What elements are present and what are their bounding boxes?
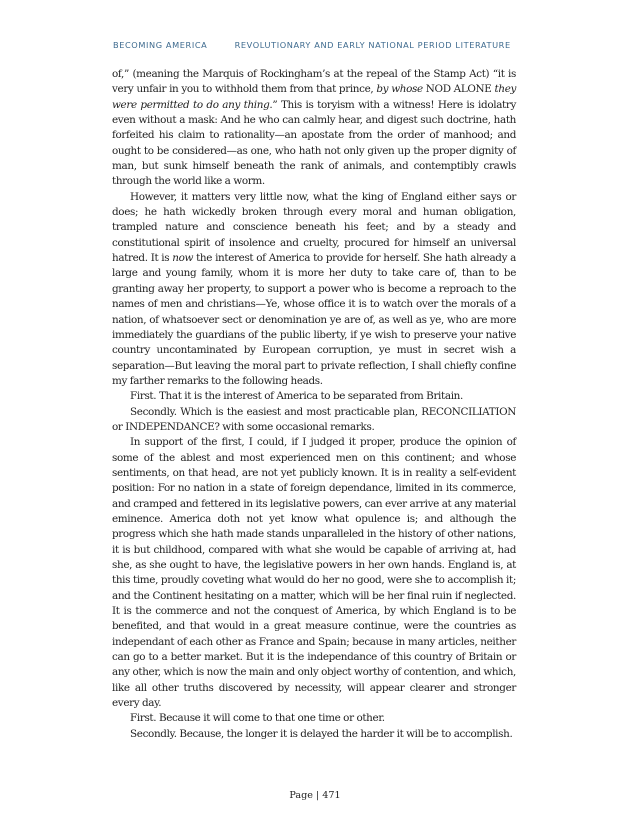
paragraph: In support of the first, I could, if I judged it proper, produce the opinion of some of the ablest and most experienced men on this continent; and whose sentiments, on that head, are not yet publicly known. It is in reality a self-evident position: For no nation in a state of foreign dependance, limited in its commerce, and cramped and fettered in its legislative powers, can ever arrive at any material eminence. America doth not yet know what opulence is; and although the progress which she hath made stands unparalleled in the history of other nations, it is but childhood, compared with what she would be capable of arriving at, had she, as she ought to have, the legislative powers in her own hands. England is, at this time, proudly coveting what would do her no good, were she to accomplish it; and the Continent hesitating on a matter, which will be her final ruin if neglected. It is the commerce and not the conquest of America, by which England is to be benefited, and that would in a great measure continue, were the countries as independant of each other as France and Spain; because in many articles, neither can go to a better market. But it is the independance of this country of Britain or any other, which is now the main and only object worthy of contention, and which, like all other truths discovered by necessity, will appear clearer and stronger every day. (112, 436, 516, 710)
paragraph: Secondly. Which is the easiest and most practicable plan, RECONCILIATION or INDEPENDANCE? with some occasional remarks. (112, 405, 516, 433)
paragraph: of,” (meaning the Marquis of Rockingham’s at the repeal of the Stamp Act) “it is very unfair in you to withhold them from that prince, by whose NOD ALONE they were permitted to do any thing.” This is toryism with a witness! Here is idolatry even without a mask: And he who can calmly hear, and digest such doctrine, hath forfeited his claim to rationality—an apostate from the order of manhood; and ought to be considered—as one, who hath not only given up the proper dignity of man, but sunk himself beneath the rank of animals, and contemptibly crawls through the world like a worm. (112, 68, 517, 188)
page-number: Page | 471 (289, 790, 341, 801)
header-book-title: BECOMING AMERICA (113, 40, 208, 50)
header-section-title: REVOLUTIONARY AND EARLY NATIONAL PERIOD LITERATURE (234, 40, 511, 50)
body-text (112, 67, 516, 742)
paragraph: Secondly. Because, the longer it is delayed the harder it will be to accomplish. (130, 727, 513, 740)
paragraph: However, it matters very little now, what the king of England either says or does; he hath wickedly broken through every moral and human obligation, trampled nature and conscience beneath his feet; and by a steady and constitutional spirit of insolence and cruelty, procured for himself an universal hatred. It is now the interest of America to provide for herself. She hath already a large and young family, whom it is more her duty to take care of, than to be granting away her property, to support a power who is become a reproach to the names of men and christians—Ye, whose office it is to watch over the morals of a nation, of whatsoever sect or denomination ye are of, as well as ye, who are more immediately the guardians of the public liberty, if ye wish to preserve your native country uncontaminated by European corruption, ye must in secret wish a separation—But leaving the moral part to private reflection, I shall chiefly confine my farther remarks to the following heads. (112, 190, 516, 387)
running-header (113, 40, 533, 50)
paragraph: First. Because it will come to that one time or other. (130, 712, 385, 725)
paragraph: First. That it is the interest of America to be separated from Britain. (130, 390, 463, 403)
